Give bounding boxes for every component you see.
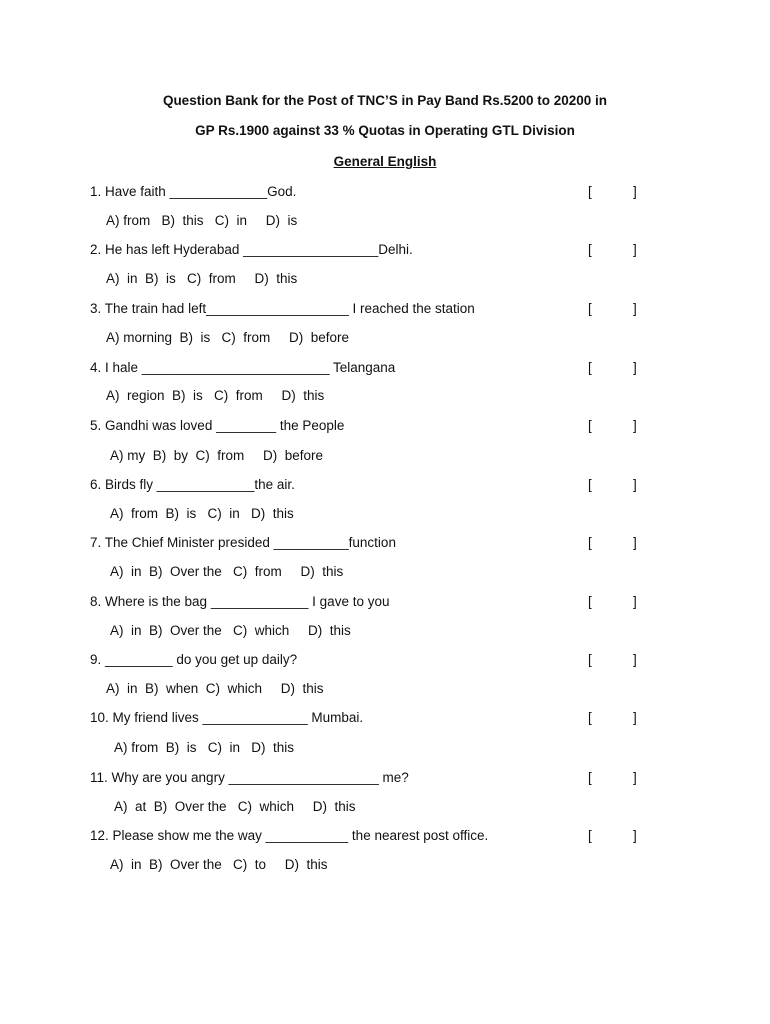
- answer-bracket-open: [: [588, 360, 592, 375]
- question-text: 7. The Chief Minister presided __________function: [90, 535, 396, 550]
- answer-bracket-open: [: [588, 242, 592, 257]
- question-text: 4. I hale _________________________ Telangana: [90, 360, 396, 375]
- answer-bracket-open: [: [588, 477, 592, 492]
- answer-bracket-close: ]: [633, 242, 637, 257]
- question-text: 10. My friend lives ______________ Mumbai.: [90, 710, 364, 725]
- answer-bracket-close: ]: [633, 594, 637, 609]
- answer-bracket-close: ]: [633, 301, 637, 316]
- question-options: A) region B) is C) from D) this: [106, 388, 325, 403]
- answer-bracket-close: ]: [633, 770, 637, 785]
- answer-bracket-open: [: [588, 594, 592, 609]
- question-text: 2. He has left Hyderabad __________________Delhi.: [90, 242, 413, 257]
- question-options: A) at B) Over the C) which D) this: [114, 799, 356, 814]
- answer-bracket-close: ]: [633, 535, 637, 550]
- answer-bracket-open: [: [588, 418, 592, 433]
- question-text: 12. Please show me the way ___________ the nearest post office.: [90, 828, 489, 843]
- question-text: 3. The train had left___________________ I reached the station: [90, 301, 475, 316]
- answer-bracket-close: ]: [633, 418, 637, 433]
- question-text: 11. Why are you angry ____________________ me?: [90, 770, 409, 785]
- question-options: A) from B) is C) in D) this: [110, 506, 294, 521]
- question-text: 9. _________ do you get up daily?: [90, 652, 298, 667]
- question-options: A) in B) when C) which D) this: [106, 681, 324, 696]
- answer-bracket-open: [: [588, 301, 592, 316]
- answer-bracket-open: [: [588, 184, 592, 199]
- answer-bracket-close: ]: [633, 184, 637, 199]
- question-options: A) from B) this C) in D) is: [106, 213, 298, 228]
- section-heading: General English: [333, 154, 437, 169]
- question-options: A) in B) is C) from D) this: [106, 271, 298, 286]
- answer-bracket-close: ]: [633, 828, 637, 843]
- answer-bracket-open: [: [588, 535, 592, 550]
- answer-bracket-close: ]: [633, 710, 637, 725]
- question-options: A) in B) Over the C) from D) this: [110, 564, 344, 579]
- answer-bracket-open: [: [588, 770, 592, 785]
- question-text: 6. Birds fly _____________the air.: [90, 477, 295, 492]
- page-title: Question Bank for the Post of TNC’S in Pay Band Rs.5200 to 20200 in: [162, 93, 608, 108]
- question-options: A) from B) is C) in D) this: [114, 740, 295, 755]
- answer-bracket-open: [: [588, 710, 592, 725]
- question-options: A) in B) Over the C) which D) this: [110, 623, 351, 638]
- question-text: 1. Have faith _____________God.: [90, 184, 297, 199]
- page-subtitle: GP Rs.1900 against 33 % Quotas in Operating GTL Division: [195, 123, 575, 138]
- answer-bracket-close: ]: [633, 360, 637, 375]
- answer-bracket-close: ]: [633, 477, 637, 492]
- question-text: 5. Gandhi was loved ________ the People: [90, 418, 345, 433]
- question-options: A) my B) by C) from D) before: [110, 448, 324, 463]
- answer-bracket-open: [: [588, 828, 592, 843]
- question-options: A) morning B) is C) from D) before: [106, 330, 350, 345]
- question-options: A) in B) Over the C) to D) this: [110, 857, 328, 872]
- question-text: 8. Where is the bag _____________ I gave to you: [90, 594, 390, 609]
- answer-bracket-close: ]: [633, 652, 637, 667]
- answer-bracket-open: [: [588, 652, 592, 667]
